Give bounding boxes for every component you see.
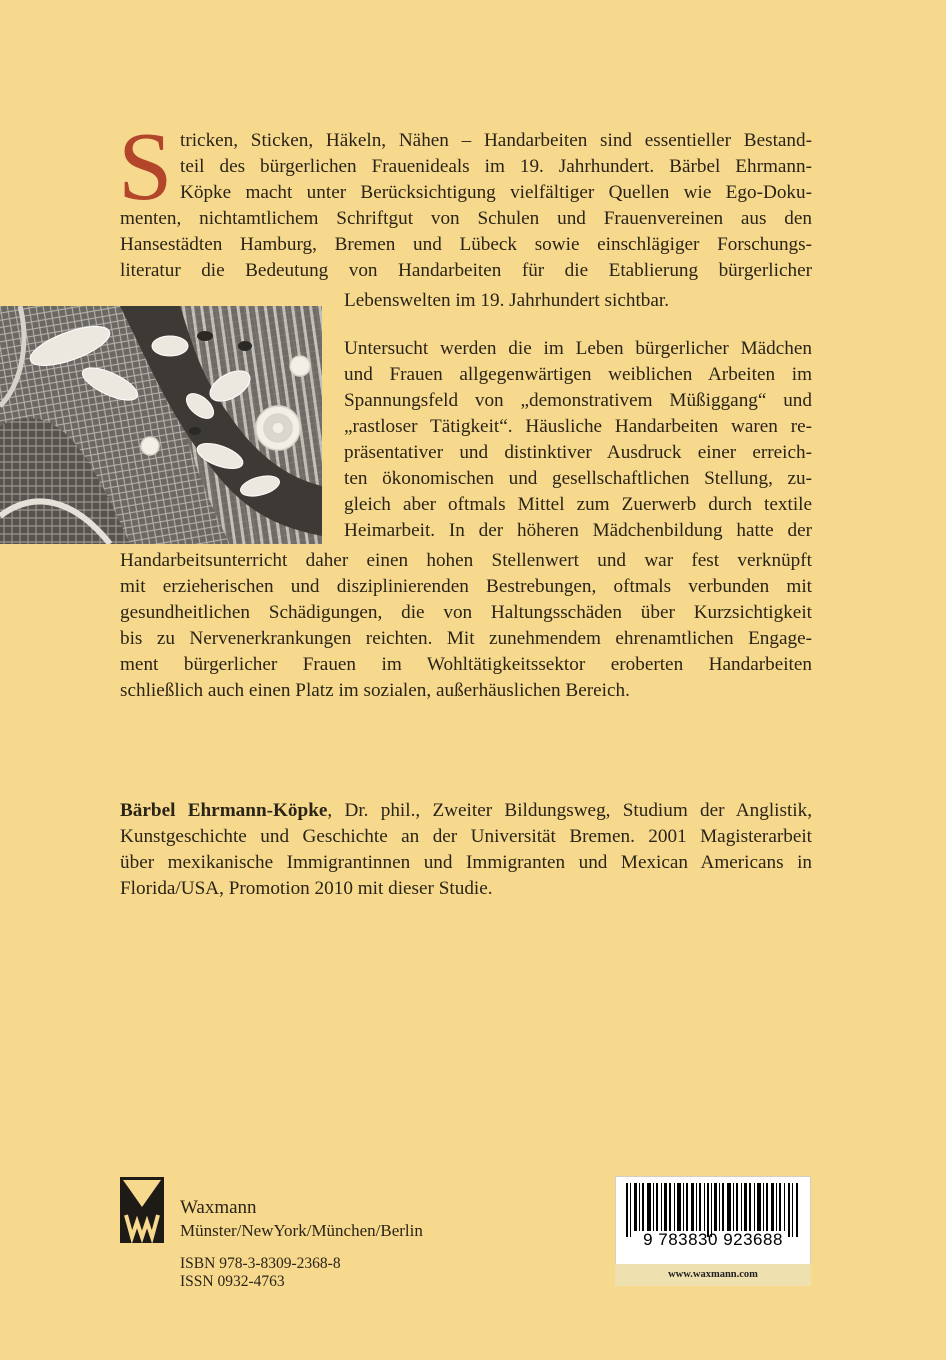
blurb-line: mit erzieherischen und disziplinierenden Bestrebungen, oftmals verbunden mit: [120, 576, 812, 597]
blurb-line: präsentativer und distinktiver Ausdruck einer erreich-: [344, 442, 812, 463]
blurb-line: Handarbeitsunterricht daher einen hohen Stellenwert und war fest verknüpft: [120, 550, 812, 571]
blurb-line: literatur die Bedeutung von Handarbeiten für die Etablierung bürgerlicher: [120, 260, 812, 281]
blurb-line: „rastloser Tätigkeit“. Häusliche Handarbeiten waren re-: [344, 416, 812, 437]
blurb-line: gesundheitlichen Schädigungen, die von Haltungsschäden über Kurzsichtigkeit: [120, 602, 812, 623]
drop-cap: S: [118, 113, 173, 221]
publisher-url: www.waxmann.com: [615, 1264, 811, 1286]
blurb-line: ten ökonomischen und gesellschaftlichen Stellung, zu-: [344, 468, 812, 489]
publisher-name: Waxmann: [180, 1197, 257, 1218]
blurb-line: Köpke macht unter Berücksichtigung vielfältiger Quellen wie Ego-Doku-: [180, 182, 812, 203]
blurb-line: Heimarbeit. In der höheren Mädchenbildung hatte der: [344, 520, 812, 541]
author-bio-line: Florida/USA, Promotion 2010 mit dieser Studie.: [120, 878, 493, 899]
blurb-line: und Frauen allgegenwärtigen weiblichen Arbeiten im: [344, 364, 812, 385]
blurb-line: schließlich auch einen Platz im sozialen, außerhäuslichen Bereich.: [120, 680, 630, 701]
author-bio-line: [120, 798, 812, 824]
blurb-line: Untersucht werden die im Leben bürgerlicher Mädchen: [344, 338, 812, 359]
publisher-cities: Münster/NewYork/München/Berlin: [180, 1221, 423, 1240]
author-name: Bärbel Ehrmann-Köpke: [120, 800, 328, 821]
author-bio-line: über mexikanische Immigrantinnen und Immigranten und Mexican Americans in: [120, 852, 812, 873]
isbn: ISBN 978-3-8309-2368-8: [180, 1255, 341, 1272]
blurb-line: Hansestädten Hamburg, Bremen und Lübeck sowie einschlägiger Forschungs-: [120, 234, 812, 255]
issn: ISSN 0932-4763: [180, 1273, 285, 1290]
blurb-line: teil des bürgerlichen Frauenideals im 19. Jahrhundert. Bärbel Ehrmann-: [180, 156, 812, 177]
blurb-line: tricken, Sticken, Häkeln, Nähen – Handarbeiten sind essentieller Bestand-: [180, 130, 812, 151]
lace-embroidery-image: [0, 306, 322, 544]
blurb-line: gleich aber oftmals Mittel zum Zuerwerb durch textile: [344, 494, 812, 515]
author-bio-line: Kunstgeschichte und Geschichte an der Universität Bremen. 2001 Magisterarbeit: [120, 826, 812, 847]
barcode-number: 9 783830 923688: [643, 1230, 783, 1249]
blurb-line: ment bürgerlicher Frauen im Wohltätigkeitssektor eroberten Handarbeiten: [120, 654, 812, 675]
blurb-line: Lebenswelten im 19. Jahrhundert sichtbar.: [344, 290, 670, 311]
blurb-line: Spannungsfeld von „demonstrativem Müßiggang“ und: [344, 390, 812, 411]
author-bio-text: , Dr. phil., Zweiter Bildungsweg, Studium der Anglistik,: [327, 800, 813, 821]
blurb-line: menten, nichtamtlichem Schriftgut von Schulen und Frauenvereinen aus den: [120, 208, 812, 229]
waxmann-logo-icon: [120, 1177, 164, 1243]
blurb-line: bis zu Nervenerkrankungen reichten. Mit zunehmendem ehrenamtlichen Engage-: [120, 628, 812, 649]
